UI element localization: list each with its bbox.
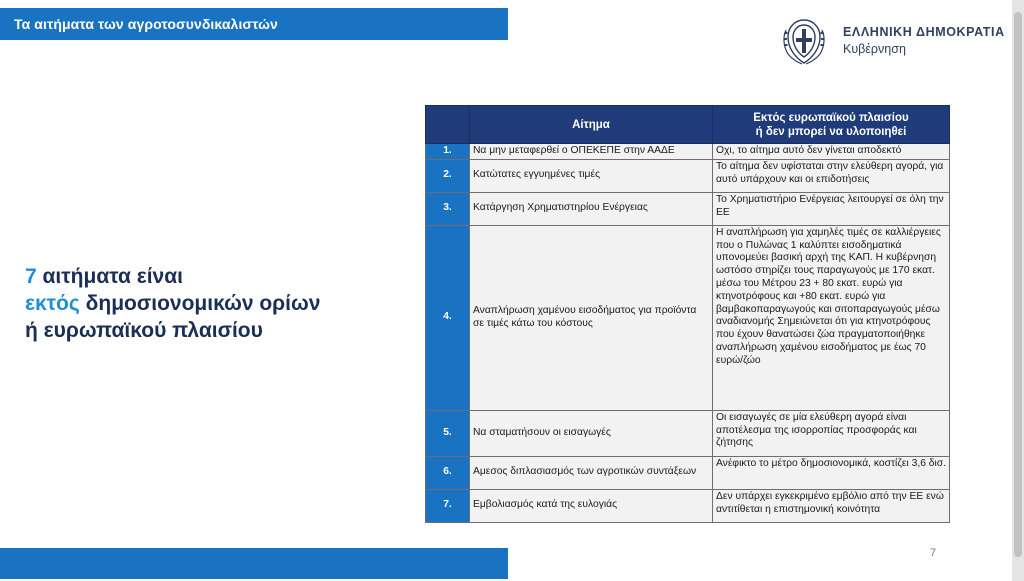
table-header-status-line-2: ή δεν μπορεί να υλοποιηθεί	[755, 125, 907, 138]
row-number: 1.	[426, 144, 470, 160]
row-number: 7.	[426, 489, 470, 522]
table-row	[426, 159, 950, 192]
scrollbar-thumb[interactable]	[1014, 12, 1022, 557]
footer-bar	[0, 548, 508, 579]
row-number: 5.	[426, 410, 470, 456]
row-demand: Αμεσος διπλασιασμός των αγροτικών συντάξεων	[470, 456, 713, 489]
row-demand: Κατάργηση Χρηματιστηρίου Ενέργειας	[470, 192, 713, 225]
row-number: 4.	[426, 225, 470, 410]
table-row	[426, 144, 950, 160]
table-header-number	[426, 106, 470, 144]
government-subtitle: Κυβέρνηση	[843, 42, 906, 56]
headline-line-1-text: αιτήματα είναι	[36, 265, 183, 288]
slide-title: Τα αιτήματα των αγροτοσυνδικαλιστών	[14, 16, 278, 32]
row-answer: Το αίτημα δεν υφίσταται στην ελεύθερη αγορά, για αυτό υπάρχουν και οι επιδοτήσεις	[713, 159, 950, 192]
page-number: 7	[930, 547, 937, 559]
row-answer: Το Χρηματιστήριο Ενέργειας λειτουργεί σε όλη την ΕΕ	[713, 192, 950, 225]
table-header-status-line-1: Εκτός ευρωπαϊκού πλαισίου	[753, 111, 909, 124]
scrollbar[interactable]	[1012, 0, 1024, 581]
row-number: 2.	[426, 159, 470, 192]
table-row	[426, 489, 950, 522]
headline-accent-word: εκτός	[25, 292, 80, 315]
table-header-demand: Αίτημα	[470, 106, 713, 144]
headline	[25, 263, 320, 344]
government-name: ΕΛΛΗΝΙΚΗ ΔΗΜΟΚΡΑΤΙΑ	[843, 25, 1005, 39]
row-demand: Να μην μεταφερθεί ο ΟΠΕΚΕΠΕ στην ΑΑΔΕ	[470, 144, 713, 160]
row-demand: Κατώτατες εγγυημένες τιμές	[470, 159, 713, 192]
table-row	[426, 192, 950, 225]
row-demand: Εμβολιασμός κατά της ευλογιάς	[470, 489, 713, 522]
row-answer: Ανέφικτο το μέτρο δημοσιονομικά, κοστίζει 3,6 δισ.	[713, 456, 950, 489]
row-answer: Δεν υπάρχει εγκεκριμένο εμβόλιο από την ΕΕ ενώ αντιτίθεται η επιστημονική κοινότητα	[713, 489, 950, 522]
table-row	[426, 225, 950, 410]
table-row	[426, 456, 950, 489]
row-number: 3.	[426, 192, 470, 225]
row-demand: Να σταματήσουν οι εισαγωγές	[470, 410, 713, 456]
row-number: 6.	[426, 456, 470, 489]
coat-of-arms-icon	[780, 16, 828, 66]
table-header-status	[713, 106, 950, 144]
table-header-row	[426, 106, 950, 144]
headline-line-1	[25, 263, 320, 290]
table-row	[426, 410, 950, 456]
headline-line-2	[25, 290, 320, 317]
row-answer: Οι εισαγωγές σε μία ελεύθερη αγορά είναι αποτέλεσμα της ισορροπίας προσφοράς και ζήτησης	[713, 410, 950, 456]
row-demand: Αναπλήρωση χαμένου εισοδήματος για προϊόντα σε τιμές κάτω του κόστους	[470, 225, 713, 410]
headline-number: 7	[25, 265, 37, 288]
row-answer: Η αναπλήρωση για χαμηλές τιμές σε καλλιέργειες που ο Πυλώνας 1 καλύπτει εισοδηματικά υπονομεύει βασική αρχή της ΚΑΠ. Η κυβέρνηση ωστόσο στηρίζει τους παραγωγούς με 170 εκατ. μέσω του Μέτρου 23 + 80 εκατ. ευρώ για κτηνοτρόφους και +80 εκατ. ευρώ για βαμβακοπαραγωγούς και σιτοπαραγωγούς μέσω αναδιανομής Σημειώνεται ότι για κτηνοτρόφους που έχουν θανατώσει ζώα πραγματοποιήθηκε αναπλήρωση χαμένου εισοδήματος με έως 70 ευρώ/ζώο	[713, 225, 950, 410]
title-bar	[0, 8, 508, 40]
headline-line-3: ή ευρωπαϊκού πλαισίου	[25, 319, 263, 342]
row-answer: Οχι, το αίτημα αυτό δεν γίνεται αποδεκτό	[713, 144, 950, 160]
demands-table	[425, 105, 950, 523]
headline-line-2-text: δημοσιονομικών ορίων	[79, 292, 321, 315]
